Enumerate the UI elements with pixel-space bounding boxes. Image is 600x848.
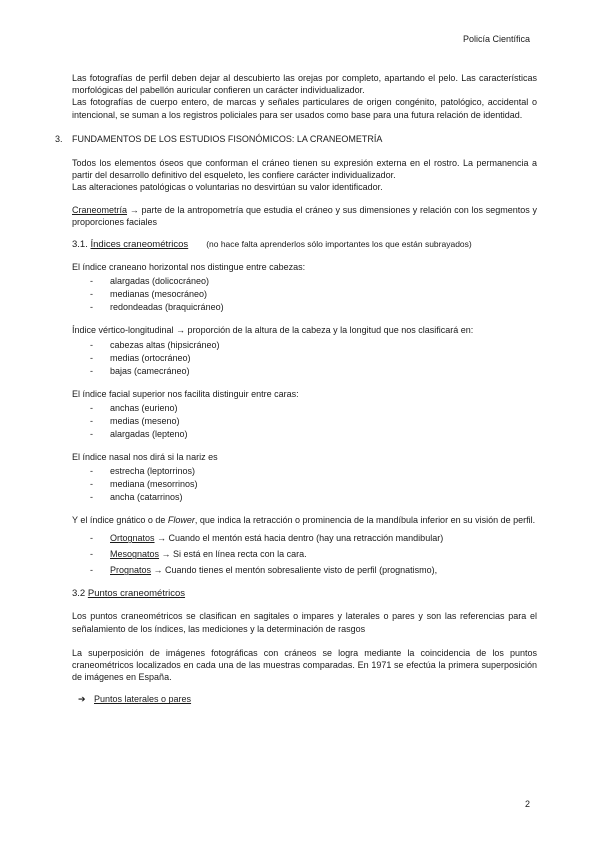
gnatico-flower: Flower [167, 515, 195, 526]
list-item: - alargadas (lepteno) [72, 428, 537, 441]
index-group-intro: El índice facial superior nos facilita distinguir entre caras: [72, 388, 299, 399]
gnatico-text-a: Y el índice gnático o de [72, 515, 168, 526]
gnatico-desc: → Cuando tienes el mentón sobresaliente visto de perfil (prognatismo), [151, 565, 438, 576]
index-group-3 [72, 451, 537, 504]
index-group-0 [72, 261, 537, 314]
gnatico-desc: → Cuando el mentón está hacia dentro (hay una retracción mandibular) [154, 533, 444, 544]
gnatico-paragraph [72, 514, 537, 526]
intro-paragraph-2: Las fotografías de cuerpo entero, de marcas y señales particulares de origen congénito, patológico, accidental o intencional, se suman a los registros policiales para ser usados como base para una futura relación de identidad. [72, 97, 537, 120]
subsection-3-1-number: 3.1. [72, 239, 91, 251]
index-group-intro: El índice nasal nos dirá si la nariz es [72, 451, 218, 462]
craneometria-definition [72, 204, 537, 228]
list-item [72, 562, 537, 578]
subsection-3-1-note: (no hace falta aprenderlos sólo importantes los que están subrayados) [206, 239, 472, 250]
section-3-title: FUNDAMENTOS DE LOS ESTUDIOS FISONÓMICOS: LA CRANEOMETRÍA [72, 133, 383, 144]
section-3-paragraph-2: Las alteraciones patológicas o voluntarias no desvirtúan su valor identificador. [72, 182, 383, 193]
list-item: - cabezas altas (hipsicráneo) [72, 339, 537, 352]
gnatico-term: Mesognatos [110, 549, 160, 560]
list-item: - anchas (eurieno) [72, 402, 537, 415]
craneometria-term: Craneometría [72, 204, 128, 215]
list-item: - redondeadas (braquicráneo) [72, 301, 537, 314]
list-item: - bajas (camecráneo) [72, 365, 537, 378]
list-item: - mediana (mesorrinos) [72, 478, 537, 491]
index-group-intro: El índice craneano horizontal nos distingue entre cabezas: [72, 262, 306, 273]
section-3-number: 3. [55, 133, 63, 144]
list-item: - medias (ortocráneo) [72, 352, 537, 365]
gnatico-term: Prognatos [110, 565, 152, 576]
subsection-3-2-number: 3.2 [72, 588, 88, 600]
index-group-1 [72, 324, 537, 377]
subsection-3-2-title: Puntos craneométricos [87, 588, 186, 600]
subsection-3-1-heading [72, 238, 537, 251]
intro-paragraph-1: Las fotografías de perfil deben dejar al descubierto las orejas por completo, apartando el pelo. Las características morfológicas del pabellón auricular confieren un carácter individualizador. [72, 73, 537, 96]
index-group-2 [72, 388, 537, 441]
page-number: 2 [524, 799, 530, 809]
index-group-list [72, 402, 537, 441]
section-3-paragraph-1: Todos los elementos óseos que conforman el cráneo tienen su expresión externa en el rostro. La permanencia a partir del desarrollo definitivo del esqueleto, les confiere carácter individualizador. [72, 158, 537, 181]
puntos-laterales-bullet [72, 693, 537, 705]
index-group-list [72, 339, 537, 378]
gnatico-desc: → Si está en línea recta con la cara. [159, 549, 307, 560]
list-item: - estrecha (leptorrinos) [72, 465, 537, 478]
subsection-3-1-title: Índices craneométricos [90, 239, 189, 251]
document-body [55, 72, 537, 706]
gnatico-text-b: , que indica la retracción o prominencia de la mandíbula inferior en su visión de perfil. [194, 515, 536, 526]
list-item [72, 530, 537, 546]
list-item: - alargadas (dolicocráneo) [72, 275, 537, 288]
gnatico-term: Ortognatos [110, 533, 155, 544]
index-group-intro: Índice vértico-longitudinal → proporción de la altura de la cabeza y la longitud que nos clasificará en: [72, 325, 474, 336]
list-item: - medianas (mesocráneo) [72, 288, 537, 301]
section-3-heading [55, 133, 537, 145]
gnatico-list [72, 530, 537, 578]
arrow-right-icon: ➔ [78, 694, 86, 705]
list-item [72, 546, 537, 562]
subsection-3-2-paragraph-2: La superposición de imágenes fotográficas con cráneos se logra mediante la coincidencia de los puntos craneométricos localizados en cada una de las muestras comparadas. En 1971 se efectúa la primera superposición de imágenes en España. [72, 647, 537, 683]
subsection-3-2-paragraph-1: Los puntos craneométricos se clasifican en sagitales o impares y laterales o pares y son las referencias para el señalamiento de los índices, las mediciones y la determinación de rasgos [72, 611, 537, 634]
puntos-laterales-label: Puntos laterales o pares [94, 694, 192, 705]
index-group-list [72, 275, 537, 314]
list-item: - medias (meseno) [72, 415, 537, 428]
subsection-3-2-heading [72, 588, 537, 600]
index-group-list [72, 465, 537, 504]
craneometria-text: → parte de la antropometría que estudia el cráneo y sus dimensiones y relación con los segmentos y proporciones faciales [72, 204, 537, 227]
list-item: - ancha (catarrinos) [72, 491, 537, 504]
page-header: Policía Científica [462, 34, 530, 44]
